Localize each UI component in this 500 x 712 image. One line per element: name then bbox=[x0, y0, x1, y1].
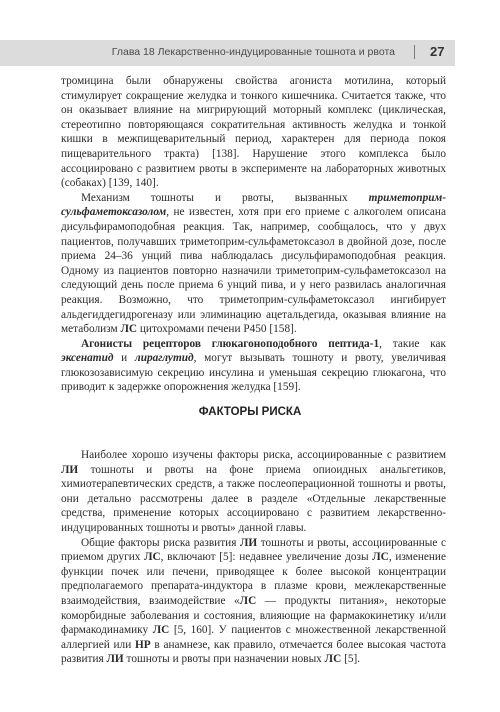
p3-text: , могут вызывать тошноту и рвоту, увеличивая глюкозозависимую секрецию инсулина и уменьшая секрецию глюкагона, что приводит к задержке опорожнения желудка [159]. bbox=[61, 352, 446, 394]
paragraph-3 bbox=[61, 337, 446, 395]
page-number: 27 bbox=[430, 44, 445, 59]
p5-abbrev: ЛС bbox=[324, 653, 342, 666]
p5-text: тошноты и рвоты, ассоциированные с приемом других bbox=[61, 536, 446, 564]
p2-abbrev: ЛС bbox=[120, 323, 138, 336]
p4-abbrev: ЛИ bbox=[61, 463, 79, 476]
p5-abbrev: ЛС bbox=[152, 624, 170, 637]
p2-text: Механизм тошноты и рвоты, вызванных bbox=[81, 191, 369, 204]
p3-drug-exenatide: эксенатид bbox=[61, 352, 114, 365]
p5-text: [5]. bbox=[341, 653, 361, 666]
paragraph-1: тромицина были обнаружены свойства агониста мотилина, который стимулирует сокращение желудка и тонкого кишечника. Считается также, что он оказывает влияние на мигрирующий моторный комплекс (циклическая, стереотипно повторяющаяся сократительная активность желудка и тонкой кишки в межпищеварительный период, характерен для периода покоя пищеварительного тракта) [138]. Нарушение этого комплекса было ассоциировано с развитием рвоты в эксперименте на лабораторных животных (собаках) [139, 140]. bbox=[61, 75, 446, 190]
p5-text: тошноты и рвоты при назначении новых bbox=[123, 653, 325, 666]
p2-drug-name: триметоприм-сульфаметоксазолом bbox=[61, 191, 446, 219]
p5-text: , изменение функции почек или печени, приводящее к более высокой концентрации предполагаемого препарата-индуктора в плазме крови, межлекарственные взаимодействия, взаимодействие « bbox=[61, 551, 446, 607]
p3-drug-liraglutide: лираглутид bbox=[134, 352, 194, 365]
p5-abbrev: ЛС bbox=[239, 594, 257, 607]
paragraph-4 bbox=[61, 448, 446, 536]
section-heading: ФАКТОРЫ РИСКА bbox=[198, 406, 302, 418]
header-separator bbox=[414, 45, 415, 59]
p5-abbrev: ЛС bbox=[372, 551, 389, 564]
p5-abbrev: ЛИ bbox=[106, 653, 124, 666]
p2-text: цитохромами печени Р450 [158]. bbox=[137, 323, 297, 336]
p5-abbrev: НР bbox=[134, 638, 151, 651]
p5-text: , включают [5]: недавнее увеличение дозы bbox=[160, 551, 373, 564]
p5-text: Общие факторы риска развития bbox=[81, 536, 240, 549]
p3-drug-class: Агонисты рецепторов глюкагоноподобного пептида-1 bbox=[81, 337, 380, 350]
chapter-title: Глава 18 Лекарственно-индуцированные тошнота и рвота bbox=[111, 46, 395, 58]
p5-text: — продукты питания», некоторые коморбидные заболевания и состояния, влияющие на фармакокинетику и/или фармакодинамику bbox=[61, 594, 446, 637]
p5-abbrev: ЛИ bbox=[239, 536, 258, 549]
p5-text: [5, 160]. У пациентов с множественной лекарственной аллергией или bbox=[61, 624, 446, 651]
p4-text: тошноты и рвоты на фоне приема опиоидных анальгетиков, химиотерапевтических средств, а также послеоперационной тошноты и рвоты, они детально рассмотрены далее в разделе «Отдельные лекарственные средства, применение которых ассоциировано с развитием лекарственно-индуцированных тошноты и рвоты» данной главы. bbox=[61, 463, 446, 534]
p5-text: в анамнезе, как правило, отмечается более высокая частота развития bbox=[61, 638, 447, 666]
p3-text: и bbox=[113, 352, 135, 365]
p4-text: Наиболее хорошо изучены факторы риска, ассоциированные с развитием bbox=[81, 449, 446, 461]
p2-text: , не известен, хотя при его приеме с алкоголем описана дисульфирамоподобная реакция. Так, например, сообщалось, что у двух пациентов, получавших триметоприм-сульфаметоксазол в двойной дозе, после приема 24–36 унций пива наблюдалась дисульфирамоподобная реакция. Одному из пациентов повторно назначили триметоприм-сульфаметоксазол на следующий день после приема 6 унций пива, и у него развилась аналогичная реакция. Возможно, что триметоприм-сульфаметоксазол ингибирует альдегиддегидрогеназу или элиминацию ацетальдегида, оказывая влияние на метаболизм bbox=[61, 206, 446, 336]
text-block-upper bbox=[61, 74, 446, 395]
p3-text: , такие как bbox=[379, 337, 447, 350]
paragraph-5 bbox=[61, 536, 446, 667]
running-header bbox=[0, 40, 455, 66]
paragraph-2 bbox=[61, 191, 446, 337]
text-block-lower bbox=[61, 448, 446, 667]
p5-abbrev: ЛС bbox=[144, 551, 161, 564]
